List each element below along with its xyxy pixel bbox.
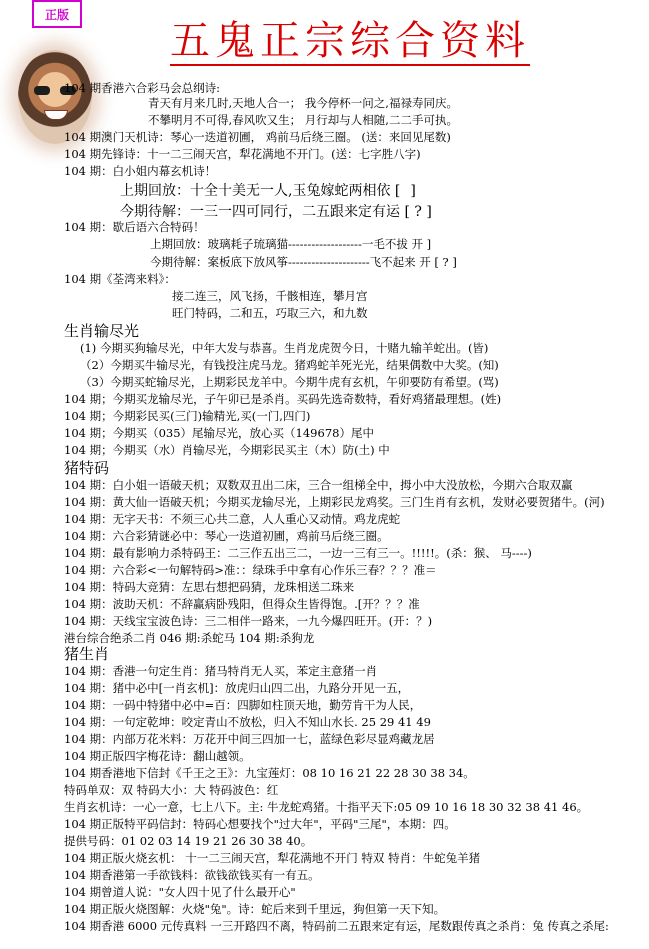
text-line: 接二连三，风飞扬，千骸相连，攀月宫 [172, 289, 368, 303]
text-line: （2）今期买牛输尽光，有钱投注虎马龙。猪鸡蛇羊死光光，结果偶数中大奖。(知) [80, 358, 499, 372]
text-line: 今期待解：案板底下放风筝---------------------飞不起来 开 [ ? ] [150, 255, 457, 269]
section-heading: 生肖输尽光 [64, 322, 140, 340]
text-line: 特码单双：双 特码大小：大 特码波色：红 [64, 783, 279, 797]
text-line: 不攀明月不可得,春风吹又生； 月行却与人相随,二二手可执。 [148, 113, 458, 127]
text-line: 104 期：最有影响力杀特码王：二三作五出三二，一边一三有三一。!!!!!。(杀：猴、 马----) [64, 546, 532, 560]
text-line: 104 期；今期买（水）肖输尽光，今期彩民买主（木）防(土) 中 [64, 443, 390, 457]
text-line: 104 期：白小姐一语破天机；双数双丑出二床，三合一组梯全中，拇小中大没放松，今期六合取双赢 [64, 478, 573, 492]
text-line: 104 期；今期买（035）尾输尽光，放心买（149678）尾中 [64, 426, 374, 440]
text-line: 104 期：一码中特猪中必中=百：四脚如柱顶天地，勤劳肯干为人民， [64, 698, 422, 712]
text-line: 104 期澳门天机诗：琴心一迭道初圃， 鸡前马后绕三圈。 (送：来回见尾数) [64, 130, 451, 144]
text-line: 104 期：内部万花米料：万花开中间三四加一七，蓝绿色彩尽显鸡藏龙居 [64, 732, 435, 746]
text-line: 104 期先锋诗：十一二三闹天宫，犁花满地不开门。(送：七字胜八字) [64, 147, 421, 161]
text-line: 上期回放：十全十美无一人,玉兔嫁蛇两相依 [ ] [120, 183, 416, 199]
text-line: 104 期香港地下信封《千王之王》：九宝莲灯：08 10 16 21 22 28 30 38 34。 [64, 766, 475, 780]
text-line: 104 期香港第一手欲钱料：欲钱欲钱买有一有五。 [64, 868, 320, 882]
text-line: 104 期：天线宝宝波色诗：三二相伴一路来，一九今爆四旺开。(开：？) [64, 614, 433, 628]
text-line: 青天有月来几时,天地人合一； 我今停杯一问之,福禄寿同庆。 [148, 96, 458, 110]
text-line: 提供号码：01 02 03 14 19 21 26 30 38 40。 [64, 834, 313, 848]
text-line: 104 期香港六合彩马会总纲诗: [64, 81, 220, 95]
text-line: 104 期《荃湾来料》： [64, 272, 176, 286]
text-line: 104 期：六合彩猜谜必中：琴心一迭道初圃，鸡前马后绕三圈。 [64, 529, 389, 543]
text-line: 104 期：无字天书：不须三心共二意，人人重心又动情。鸡龙虎蛇 [64, 512, 401, 526]
text-line: 104 期：波助天机：不辞赢病卧残阳，但得众生皆得饱。.[开？？？准 [64, 597, 420, 611]
text-line: 104 期曾道人说："女人四十见了什么最开心" [64, 885, 296, 899]
text-line: 104 期正版特平码信封：特码心想要找个"过大年"，平码"三尾"，本期：四。 [64, 817, 456, 831]
text-line: 104 期正版四字梅花诗：翻山越领。 [64, 749, 251, 763]
text-line: 104 期：猪中必中[一肖玄机]：放虎归山四二出，九路分开见一五， [64, 681, 410, 695]
text-line: 104 期；今期买龙输尽光，子午卯已是杀肖。买码先选奇数特，看好鸡猪最理想。(姓) [64, 392, 502, 406]
section-heading: 猪特码 [64, 459, 110, 477]
text-line: 旺门特码，二和五，巧取三六，和九数 [172, 306, 368, 320]
text-line: 104 期：六合彩<一句解特码>准：：绿珠手中拿有心作乐三春？？？准＝ [64, 563, 437, 577]
text-line: （3）今期买蛇输尽光，上期彩民龙羊中。今期牛虎有玄机，午卯要防有希望。(骂) [80, 375, 499, 389]
text-line: 104 期香港 6000 元传真料 一三开路四不离，特码前二五跟来定有运，尾数跟传真之杀肖：兔 传真之杀尾: [64, 919, 609, 933]
text-line: 104 期：香港一句定生肖：猪马特肖无人买，苯定主意猪一肖 [64, 664, 378, 678]
smile-icon [44, 110, 68, 120]
text-line: 104 期：黄大仙一语破天机；今期买龙输尽光，上期彩民龙鸡奖。三门生肖有玄机，发财必要贺猪牛。(河) [64, 495, 605, 509]
text-line: 今期待解：一三一四可同行，二五跟来定有运 [ ? ] [120, 204, 432, 220]
text-line: 生肖玄机诗：一心一意，七上八下。主: 牛龙蛇鸡猪。十指平天下:05 09 10 16 18 30 32 38 41 46。 [64, 800, 589, 814]
text-line: 港台综合绝杀二肖 046 期:杀蛇马 104 期:杀狗龙 [64, 631, 315, 645]
text-line: (1) 今期买狗输尽光，中年大发与恭喜。生肖龙虎贺今日，十赌九输羊蛇出。(皆) [80, 341, 489, 355]
text-line: 上期回放：玻璃耗子琉璃猫-------------------一毛不拔 开 ] [150, 237, 432, 251]
genuine-badge: 正版 [32, 0, 82, 28]
section-heading: 猪生肖 [64, 645, 110, 663]
text-line: 104 期：一句定乾坤：咬定青山不放松，归入不知山水长. 25 29 41 49 [64, 715, 431, 729]
text-line: 104 期：白小姐内幕玄机诗！ [64, 164, 217, 178]
text-line: 104 期；今期彩民买(三门)输精光,买(一门,四门) [64, 409, 311, 423]
text-line: 104 期正版火烧图解：火烧"兔"。诗：蛇后来到千里远，狗但第一天下知。 [64, 902, 446, 916]
text-line: 104 期正版火烧玄机： 十一二三闹天宫，犁花满地不开门 特双 特肖：牛蛇兔羊猪 [64, 851, 481, 865]
text-line: 104 期：特码大竞猜：左思右想把码猜，龙珠相送二珠来 [64, 580, 355, 594]
text-line: 104 期：歇后语六合特码！ [64, 220, 205, 234]
page-title: 五鬼正宗综合资料 [170, 18, 530, 64]
